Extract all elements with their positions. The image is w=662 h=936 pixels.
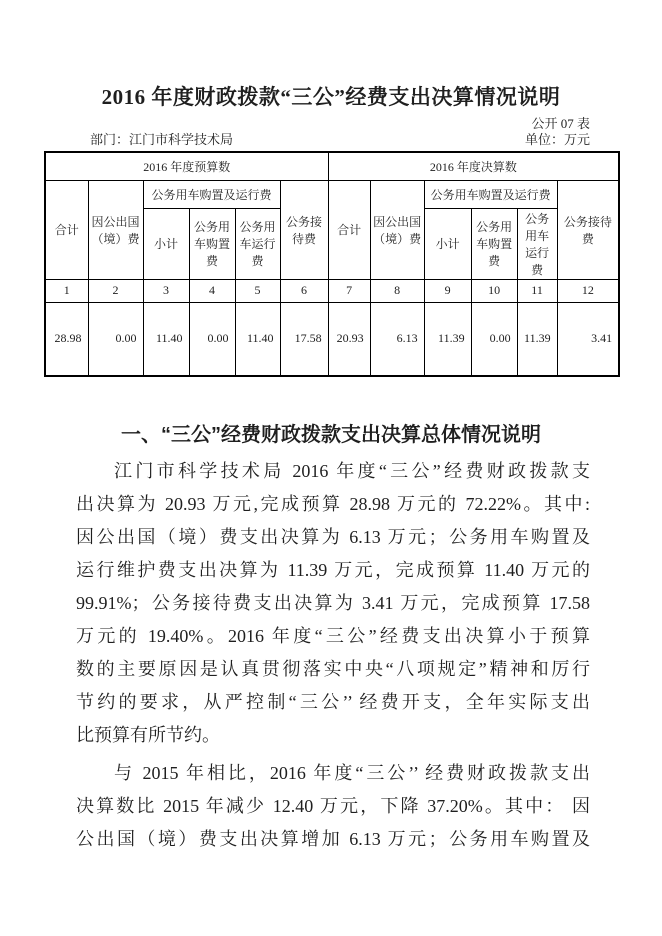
col-header-subtotal-budget: 小计	[143, 208, 189, 279]
body-text-line: 运行维护费支出决算为 11.39 万元，完成预算 11.40 万元的	[76, 560, 590, 580]
unit-label: 单位：万元	[524, 132, 590, 147]
value-cell: 6.13	[370, 302, 424, 376]
body-text-line: 节约的要求，从严控制“三公’’ 经费开支，全年实际支出	[76, 692, 590, 712]
col-header-abroad-budget: 因公出国（境）费	[88, 180, 143, 279]
value-cell: 28.98	[45, 302, 88, 376]
col-number: 1	[45, 279, 88, 302]
col-number: 6	[280, 279, 328, 302]
col-header-vehicle-group-final: 公务用车购置及运行费	[424, 180, 557, 208]
col-header-operation-budget: 公务用车运行费	[235, 208, 280, 279]
col-header-subtotal-final: 小计	[424, 208, 471, 279]
page-title: 2016 年度财政拨款“三公”经费支出决算情况说明	[101, 85, 561, 109]
body-text-line: 出决算为 20.93 万元,完成预算 28.98 万元的 72.22%。其中:	[76, 494, 590, 514]
col-header-total-final: 合计	[328, 180, 370, 279]
col-number: 2	[88, 279, 143, 302]
body-text-line: 公出国（境）费支出决算增加 6.13 万元；公务用车购置及	[76, 829, 590, 849]
value-cell: 17.58	[280, 302, 328, 376]
value-cell: 11.39	[517, 302, 557, 376]
group-header-final: 2016 年度决算数	[328, 152, 619, 180]
col-header-abroad-final: 因公出国（境）费	[370, 180, 424, 279]
body-text-line: 因公出国（境）费支出决算为 6.13 万元；公务用车购置及	[76, 527, 590, 547]
col-number: 8	[370, 279, 424, 302]
col-number: 10	[471, 279, 517, 302]
table-group-header-row	[45, 152, 619, 180]
value-cell: 0.00	[471, 302, 517, 376]
body-text-line: 数的主要原因是认真贯彻落实中央“八项规定”精神和厉行	[76, 659, 590, 679]
table-subgroup-header-row	[45, 180, 619, 208]
value-cell: 20.93	[328, 302, 370, 376]
table-column-number-row	[45, 279, 619, 302]
paragraph-1	[76, 455, 590, 752]
table-code-label: 公开 07 表	[531, 116, 590, 131]
group-header-budget: 2016 年度预算数	[45, 152, 328, 180]
paragraph-2	[76, 757, 590, 856]
section-heading: 一、“三公”经费财政拨款支出决算总体情况说明	[121, 424, 541, 446]
value-cell: 11.40	[235, 302, 280, 376]
body-text-line: 与 2015 年相比，2016 年度“三公’’ 经费财政拨款支出	[114, 763, 590, 783]
three-public-expense-table	[44, 151, 620, 377]
body-text-line: 决算数比 2015 年减少 12.40 万元，下降 37.20%。其中： 因	[76, 796, 590, 816]
col-number: 12	[557, 279, 619, 302]
col-number: 7	[328, 279, 370, 302]
value-cell: 11.39	[424, 302, 471, 376]
table-value-row	[45, 302, 619, 376]
body-text-line: 比预算有所节约。	[76, 725, 220, 745]
col-header-vehicle-group-budget: 公务用车购置及运行费	[143, 180, 280, 208]
col-header-purchase-final: 公务用车购置费	[471, 208, 517, 279]
body-text-line: 江门市科学技术局 2016 年度“三公”经费财政拨款支	[114, 461, 590, 481]
value-cell: 0.00	[189, 302, 235, 376]
col-number: 9	[424, 279, 471, 302]
body-text-line: 99.91%；公务接待费支出决算为 3.41 万元，完成预算 17.58	[76, 593, 590, 613]
col-header-reception-final: 公务接待费	[557, 180, 619, 279]
col-number: 3	[143, 279, 189, 302]
col-number: 5	[235, 279, 280, 302]
body-text-line: 万元的 19.40%。2016 年度“三公”经费支出决算小于预算	[76, 626, 590, 646]
col-header-reception-budget: 公务接待费	[280, 180, 328, 279]
col-number: 4	[189, 279, 235, 302]
department-label: 部门：江门市科学技术局	[90, 132, 234, 147]
value-cell: 3.41	[557, 302, 619, 376]
value-cell: 0.00	[88, 302, 143, 376]
col-number: 11	[517, 279, 557, 302]
table-meta-row	[90, 132, 590, 147]
col-header-operation-final: 公务用车运行费	[517, 208, 557, 279]
col-header-total-budget: 合计	[45, 180, 88, 279]
value-cell: 11.40	[143, 302, 189, 376]
col-header-purchase-budget: 公务用车购置费	[189, 208, 235, 279]
